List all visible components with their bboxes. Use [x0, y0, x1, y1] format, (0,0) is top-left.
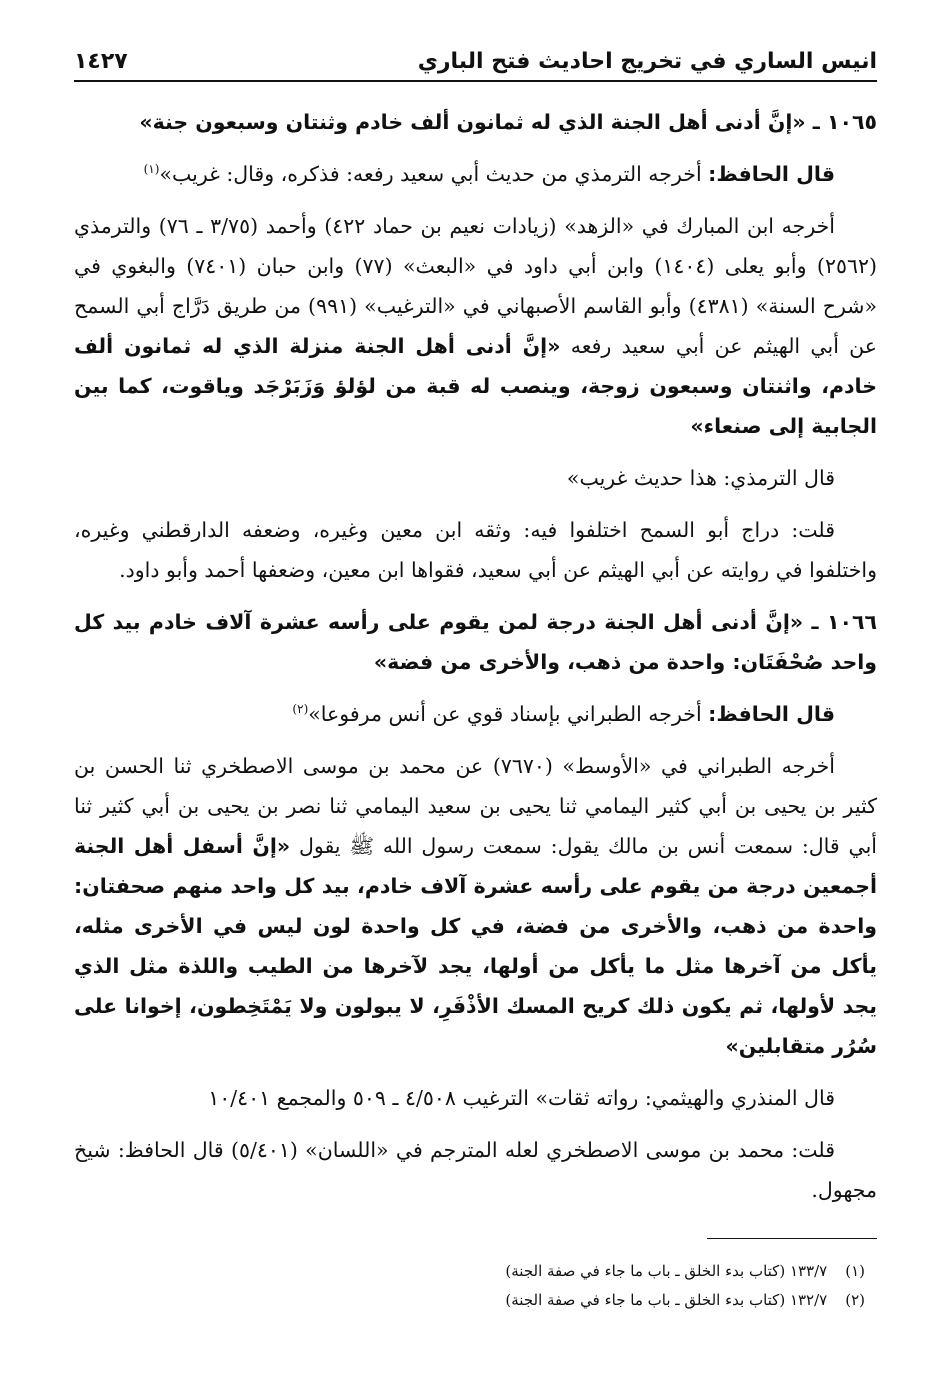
takhrij-intro: أخرجه الطبراني في «الأوسط» (٧٦٧٠) عن محمد بن موسى الاصطخري ثنا الحسن بن كثير بن يحيى بن أبي كثير اليمامي ثنا يحيى بن سعيد اليمامي ثنا نصر بن يحيى بن أبي كثير ثنا أبي قال: سمعت أنس بن مالك يقول: سمعت رسول الله ﷺ يقول: [74, 754, 877, 858]
tirmidhi-comment: قال الترمذي: هذا حديث غريب»: [566, 466, 835, 490]
footnote-ref: (٢): [292, 702, 309, 717]
hadith-text: «إنَّ أدنى أهل الجنة درجة لمن يقوم على رأسه عشرة آلاف خادم بيد كل واحد صُحْفَتَان: واحدة من ذهب، والأخرى من فضة»: [74, 610, 877, 674]
hadith-number: ١٠٦٥ ـ: [812, 110, 877, 134]
hafiz-text: أخرجه الطبراني بإسناد قوي عن أنس مرفوعا»: [308, 702, 702, 726]
hadith-text: «إنَّ أدنى أهل الجنة الذي له ثمانون ألف خادم وثنتان وسبعون جنة»: [139, 110, 806, 134]
hafiz-comment-1066: [74, 694, 877, 734]
mundhiri-comment: قال المنذري والهيثمي: رواته ثقات» الترغيب ٤/٥٠٨ ـ ٥٠٩ والمجمع ١٠/٤٠١: [208, 1086, 835, 1110]
footnote-text: ١٣٣/٧ (كتاب بدء الخلق ـ باب ما جاء في صفة الجنة): [505, 1262, 828, 1280]
hadith-number: ١٠٦٦ ـ: [811, 610, 877, 634]
takhrij-1066: [74, 746, 877, 1066]
running-title: انيس الساري في تخريج احاديث فتح الباري: [417, 49, 877, 74]
hafiz-label: قال الحافظ:: [708, 162, 835, 186]
footnote-ref: (١): [143, 162, 160, 177]
author-note-1066: قلت: محمد بن موسى الاصطخري لعله المترجم في «اللسان» (٥/٤٠١) قال الحافظ: شيخ مجهول.: [74, 1138, 877, 1202]
author-note-1065: قلت: دراج أبو السمح اختلفوا فيه: وثقه ابن معين وغيره، وضعفه الدارقطني وغيره، واختلفوا في روايته عن أبي الهيثم عن أبي سعيد، فقواها ابن معين، وضعفها أحمد وأبو داود.: [74, 518, 877, 582]
takhrij-1065: [74, 206, 877, 446]
hafiz-text: أخرجه الترمذي من حديث أبي سعيد رفعه: فذكره، وقال: غريب»: [159, 162, 702, 186]
main-text: [74, 102, 877, 1210]
hafiz-comment-1065: [74, 154, 877, 194]
hadith-heading-1065: [74, 102, 877, 142]
hafiz-label: قال الحافظ:: [708, 702, 835, 726]
takhrij-intro: أخرجه ابن المبارك في «الزهد» (زيادات نعيم بن حماد ٤٢٢) وأحمد (٣/٧٥ ـ ٧٦) والترمذي (٢٥٦٢) وأبو يعلى (١٤٠٤) وابن أبي داود في «البعث» (٧٧) وابن حبان (٧٤٠١) والبغوي في «شرح السنة» (٤٣٨١) وأبو القاسم الأصبهاني في «الترغيب» (٩٩١) من طريق دَرَّاج أبي السمح عن أبي الهيثم عن أبي سعيد رفعه: [74, 214, 877, 358]
footnote-1: [74, 1257, 877, 1286]
footnote-rule: [707, 1238, 877, 1239]
takhrij-matn: «إنَّ أدنى أهل الجنة منزلة الذي له ثمانون ألف خادم، واثنتان وسبعون زوجة، وينصب له قبة من لؤلؤ وَزَبَرْجَد وياقوت، كما بين الجابية إلى صنعاء»: [74, 334, 877, 438]
footnote-number: (١): [845, 1262, 865, 1280]
takhrij-matn: «إنَّ أسفل أهل الجنة أجمعين درجة من يقوم على رأسه عشرة آلاف خادم، بيد كل واحد منهم صحفتان: واحدة من ذهب، والأخرى من فضة، في كل واحدة لون ليس في الأخرى مثله، يأكل من آخرها مثل ما يأكل من أولها، يجد لآخرها من الطيب واللذة مثل الذي يجد لأولها، ثم يكون ذلك كريح المسك الأذْفَرِ، لا يبولون ولا يَمْتَخِطون، إخوانا على سُرُر متقابلين»: [74, 834, 877, 1058]
hadith-heading-1066: [74, 602, 877, 682]
header-rule: [74, 80, 877, 82]
footnote-number: (٢): [845, 1291, 865, 1309]
footnote-2: [74, 1286, 877, 1315]
page-number: ١٤٢٧: [74, 49, 128, 74]
running-header: [74, 30, 877, 74]
footnotes: [74, 1238, 877, 1315]
footnote-text: ١٣٢/٧ (كتاب بدء الخلق ـ باب ما جاء في صفة الجنة): [505, 1291, 828, 1309]
